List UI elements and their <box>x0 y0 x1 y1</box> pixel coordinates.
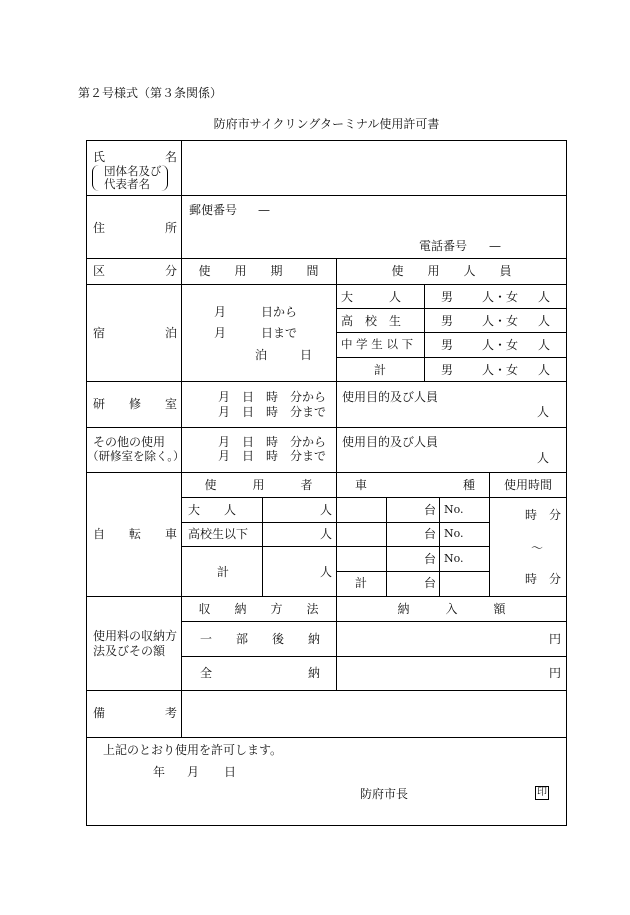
name-label-2: 名 <box>165 150 178 164</box>
bicycle-vehicle-header: 車 種 <box>355 478 476 492</box>
name-label-1: 氏 <box>93 150 106 164</box>
bicycle-time-end: 時 分 <box>525 572 562 586</box>
bicycle-adult: 大 人 <box>188 503 237 517</box>
lodging-from-day: 日から <box>261 305 298 319</box>
row-divider <box>181 546 489 547</box>
lodging-to-month: 月 <box>214 326 227 340</box>
lodging-label-1: 宿 <box>93 326 106 340</box>
postal-code-label: 郵便番号 <box>189 203 238 217</box>
period-header: 使 用 期 間 <box>198 264 319 278</box>
bicycle-time-tilde: 〜 <box>531 541 544 555</box>
page-title: 防府市サイクリングターミナル使用許可書 <box>213 117 440 131</box>
row-divider <box>86 284 567 285</box>
row-divider <box>336 332 567 333</box>
permit-statement: 上記のとおり使用を許可します。 <box>103 743 283 757</box>
column-divider <box>424 284 425 381</box>
column-divider <box>181 140 182 737</box>
fee-full: 全 納 <box>200 666 321 680</box>
row-divider <box>86 258 567 259</box>
fee-partial-yen: 円 <box>549 632 562 646</box>
lodging-row-female-unit: 人 <box>538 363 551 377</box>
row-divider <box>181 656 567 657</box>
bicycle-time-header: 使用時間 <box>503 478 552 492</box>
column-divider <box>386 497 387 596</box>
lodging-from-month: 月 <box>214 305 227 319</box>
lodging-row-male: 男 <box>441 290 454 304</box>
row-divider <box>86 690 567 691</box>
lodging-row-category: 高 校 生 <box>341 314 402 328</box>
row-divider <box>336 357 567 358</box>
address-label-2: 所 <box>165 221 178 235</box>
column-divider <box>336 472 337 690</box>
column-divider <box>262 497 263 596</box>
training-room-from: 月 日 時 分から <box>218 390 327 404</box>
bicycle-time-start: 時 分 <box>525 508 562 522</box>
column-divider <box>336 258 337 427</box>
lodging-row-category: 中 学 生 以 下 <box>341 337 414 351</box>
other-use-label-1: その他の使用 <box>93 435 166 449</box>
row-divider <box>86 472 567 473</box>
bicycle-number-label: No. <box>444 527 464 540</box>
lodging-row-female-unit: 人 <box>538 290 551 304</box>
training-room-purpose: 使用目的及び人員 <box>342 390 439 404</box>
fee-label-2: 法及びその額 <box>93 644 166 658</box>
lodging-row-category: 計 <box>373 363 386 377</box>
lodging-row-male-unit: 人・女 <box>482 338 519 352</box>
date-month: 月 <box>187 765 200 779</box>
date-day: 日 <box>224 765 237 779</box>
row-divider <box>86 427 567 428</box>
bicycle-highschool-unit: 人 <box>320 527 333 541</box>
form-number: 第２号様式（第３条関係） <box>78 86 223 100</box>
bicycle-label: 自 転 車 <box>93 527 178 541</box>
row-divider <box>336 571 489 572</box>
other-use-from: 月 日 時 分から <box>218 435 327 449</box>
other-use-to: 月 日 時 分まで <box>218 449 327 463</box>
other-use-label-2: （研修室を除く。） <box>87 449 185 463</box>
lodging-row-male-unit: 人・女 <box>482 290 519 304</box>
lodging-row-category: 大 人 <box>341 290 402 304</box>
other-use-unit: 人 <box>537 451 550 465</box>
other-use-purpose: 使用目的及び人員 <box>342 435 439 449</box>
lodging-row-female-unit: 人 <box>538 338 551 352</box>
row-divider <box>181 621 567 622</box>
seal-mark: 印 <box>537 787 547 798</box>
lodging-nights-day: 日 <box>300 348 313 362</box>
address-label-1: 住 <box>93 221 106 235</box>
row-divider <box>86 596 567 597</box>
row-divider <box>86 381 567 382</box>
row-divider <box>181 497 567 498</box>
row-divider <box>336 308 567 309</box>
bicycle-adult-unit: 人 <box>320 503 333 517</box>
fee-partial: 一 部 後 納 <box>200 632 321 646</box>
fee-method-header: 収 納 方 法 <box>198 602 319 616</box>
date-year: 年 <box>153 765 166 779</box>
postal-code-dash: — <box>258 203 270 217</box>
row-divider <box>181 522 489 523</box>
category-label-1: 区 <box>93 264 106 278</box>
group-name-line-1: 団体名及び <box>104 164 162 178</box>
training-room-unit: 人 <box>537 405 550 419</box>
phone-dash: — <box>489 239 501 253</box>
lodging-row-male: 男 <box>441 314 454 328</box>
fee-full-yen: 円 <box>549 666 562 680</box>
bicycle-units-label: 台 <box>424 552 437 566</box>
lodging-to-day: 日まで <box>261 326 298 340</box>
row-divider <box>86 737 567 738</box>
bicycle-total: 計 <box>217 565 230 579</box>
fee-amount-header: 納 入 額 <box>397 602 506 616</box>
remarks-label-1: 備 <box>93 706 106 720</box>
bicycle-vehicle-total: 計 <box>355 576 368 590</box>
lodging-label-2: 泊 <box>165 326 178 340</box>
lodging-nights: 泊 <box>255 348 268 362</box>
fee-label-1: 使用料の収納方 <box>93 629 178 643</box>
column-divider <box>336 427 337 472</box>
users-header: 使 用 人 員 <box>391 264 512 278</box>
category-label-2: 分 <box>165 264 178 278</box>
bicycle-number-label: No. <box>444 552 464 565</box>
lodging-row-male: 男 <box>441 338 454 352</box>
bicycle-units-label: 台 <box>424 527 437 541</box>
bicycle-user-header: 使 用 者 <box>204 478 313 492</box>
bicycle-highschool: 高校生以下 <box>188 527 249 541</box>
column-divider <box>439 497 440 596</box>
bicycle-units-label: 台 <box>424 503 437 517</box>
phone-label: 電話番号 <box>419 239 468 253</box>
training-room-label: 研 修 室 <box>93 397 178 411</box>
group-name-line-2: 代表者名 <box>104 177 150 191</box>
lodging-row-male: 男 <box>441 363 454 377</box>
bicycle-units-label: 台 <box>424 576 437 590</box>
mayor-title: 防府市長 <box>360 787 409 801</box>
bicycle-number-label: No. <box>444 503 464 516</box>
remarks-label-2: 考 <box>165 706 178 720</box>
row-divider <box>86 195 567 196</box>
bicycle-total-unit: 人 <box>320 565 333 579</box>
lodging-row-female-unit: 人 <box>538 314 551 328</box>
lodging-row-male-unit: 人・女 <box>482 363 519 377</box>
lodging-row-male-unit: 人・女 <box>482 314 519 328</box>
training-room-to: 月 日 時 分まで <box>218 405 327 419</box>
